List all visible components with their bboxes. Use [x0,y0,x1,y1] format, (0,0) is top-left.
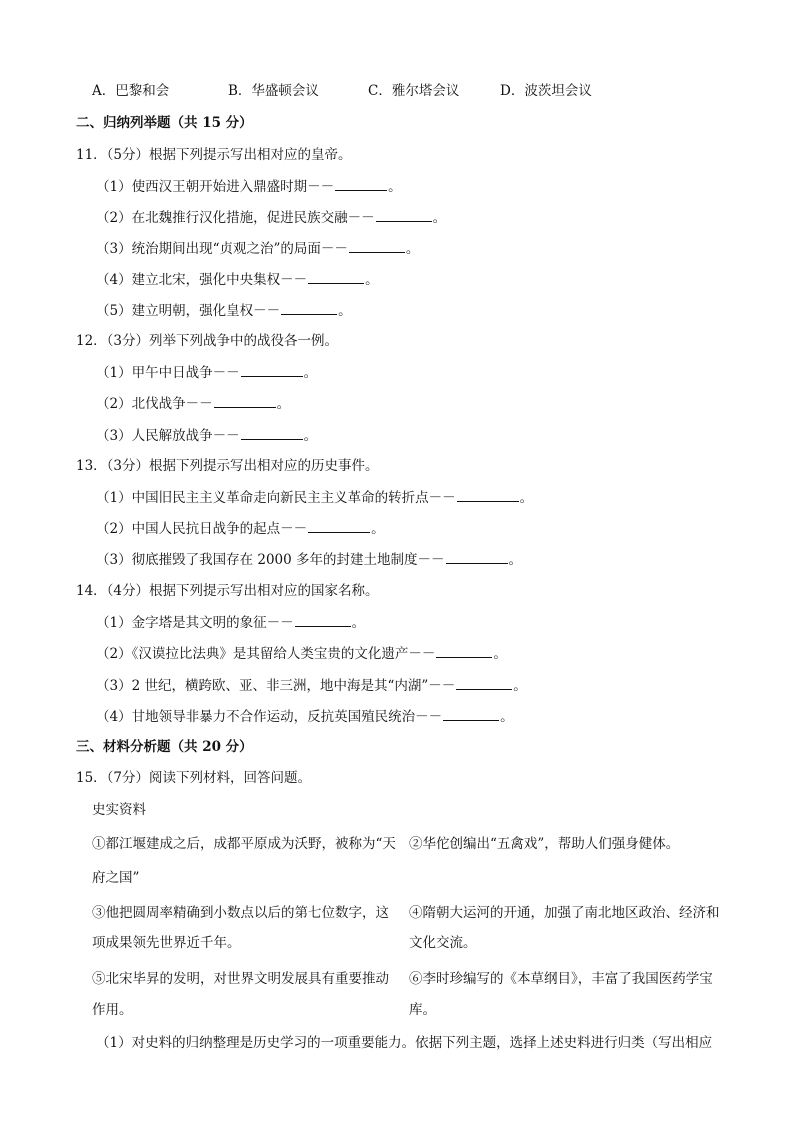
answer-blank[interactable] [436,643,492,658]
answer-blank[interactable] [241,362,303,377]
q11-item-4-text: （4）建立北宋，强化中央集权－－ [96,272,308,288]
section-2-title: 二、归纳列举题（共 15 分） [76,115,253,131]
answer-blank[interactable] [308,269,364,284]
q12-item-3-text: （3）人民解放战争－－ [96,428,240,444]
option-b: B．华盛顿会议 [228,83,319,99]
q13-item-2-text: （2）中国人民抗日战争的起点－－ [96,521,308,537]
period: 。 [500,709,514,725]
option-a: A．巴黎和会 [92,83,170,99]
material-4-line-1: ④隋朝大运河的开通，加强了南北地区政治、经济和 [409,905,720,921]
period: 。 [303,365,318,381]
q11-item-1 [96,176,402,197]
material-3-line-1: ③他把圆周率精确到小数点以后的第七位数字，这 [92,905,389,921]
q14-stem: 14．（4分）根据下列提示写出相对应的国家名称。 [76,583,379,599]
answer-blank[interactable] [214,393,276,408]
q13-item-1-text: （1）中国旧民主主义革命走向新民主主义革命的转折点－－ [96,490,456,506]
period: 。 [371,521,385,537]
period: 。 [513,678,527,694]
period: 。 [493,646,507,662]
q11-item-4 [96,269,379,290]
q13-item-2 [96,518,385,539]
q11-item-3-text: （3）统治期间出现“贞观之治”的局面－－ [96,241,348,257]
material-2: ②华佗创编出“五禽戏”，帮助人们强身健体。 [409,836,680,852]
period: 。 [338,303,352,319]
q11-item-3 [96,238,419,259]
material-6-line-1: ⑥李时珍编写的《本草纲目》，丰富了我国医药学宝 [409,971,713,987]
material-5-line-1: ⑤北宋毕昇的发明，对世界文明发展具有重要推动 [92,971,389,987]
option-c: C．雅尔塔会议 [368,83,460,99]
period: 。 [508,552,523,568]
period: 。 [303,428,318,444]
material-5-line-2: 作用。 [92,1002,133,1018]
answer-blank[interactable] [349,238,405,253]
answer-blank[interactable] [443,706,499,721]
q13-item-3 [96,549,522,570]
section-3-title: 三、材料分析题（共 20 分） [76,739,253,755]
period: 。 [351,615,366,631]
period: 。 [365,272,379,288]
answer-blank[interactable] [456,675,512,690]
q14-item-2 [96,643,507,664]
answer-blank[interactable] [446,549,508,564]
q13-item-1 [96,487,533,508]
q12-stem: 12．（3分）列举下列战争中的战役各一例。 [76,333,339,349]
q11-item-2 [96,207,446,228]
q14-item-1-text: （1）金字塔是其文明的象征－－ [96,615,294,631]
q12-item-2-text: （2）北伐战争－－ [96,396,213,412]
q12-item-1-text: （1）甲午中日战争－－ [96,365,240,381]
q14-item-3 [96,675,527,696]
answer-blank[interactable] [308,518,370,533]
answer-blank[interactable] [335,176,387,191]
material-6-line-2: 库。 [409,1002,436,1018]
period: 。 [519,490,534,506]
q14-item-4 [96,706,514,727]
q11-item-2-text: （2）在北魏推行汉化措施，促进民族交融－－ [96,210,375,226]
q14-item-1 [96,612,365,633]
answer-blank[interactable] [457,487,519,502]
q14-item-3-text: （3）2 世纪，横跨欧、亚、非三洲，地中海是其“内湖”－－ [96,678,456,694]
q11-item-5 [96,300,352,321]
material-title: 史实资料 [92,802,146,818]
answer-blank[interactable] [376,207,432,222]
q14-item-4-text: （4）甘地领导非暴力不合作运动，反抗英国殖民统治－－ [96,709,443,725]
material-1-line-1: ①都江堰建成之后，成都平原成为沃野，被称为“天 [92,836,396,852]
q11-item-1-text: （1）使西汉王朝开始进入鼎盛时期－－ [96,179,335,195]
period: 。 [276,396,291,412]
q14-item-2-text: （2）《汉谟拉比法典》是其留给人类宝贵的文化遗产－－ [96,646,436,662]
q12-item-1 [96,362,317,383]
answer-blank[interactable] [241,425,303,440]
material-4-line-2: 文化交流。 [409,935,477,951]
answer-blank[interactable] [281,300,337,315]
q12-item-2 [96,393,290,414]
q13-stem: 13．（3分）根据下列提示写出相对应的历史事件。 [76,458,379,474]
q12-item-3 [96,425,317,446]
q13-item-3-text: （3）彻底摧毁了我国存在 2000 多年的封建土地制度－－ [96,552,445,568]
answer-blank[interactable] [295,612,351,627]
q15-stem: 15．（7分）阅读下列材料，回答问题。 [76,770,312,786]
q11-item-5-text: （5）建立明朝，强化皇权－－ [96,303,281,319]
q11-stem: 11．（5分）根据下列提示写出相对应的皇帝。 [76,147,352,163]
period: 。 [405,241,420,257]
material-3-line-2: 项成果领先世界近千年。 [92,935,241,951]
q15-sub-1: （1）对史料的归纳整理是历史学习的一项重要能力。依据下列主题，选择上述史料进行归类（写出相应 [96,1035,713,1051]
option-d: D．波茨坦会议 [500,83,592,99]
material-1-line-2: 府之国” [92,870,140,886]
period: 。 [432,210,447,226]
period: 。 [388,179,402,195]
